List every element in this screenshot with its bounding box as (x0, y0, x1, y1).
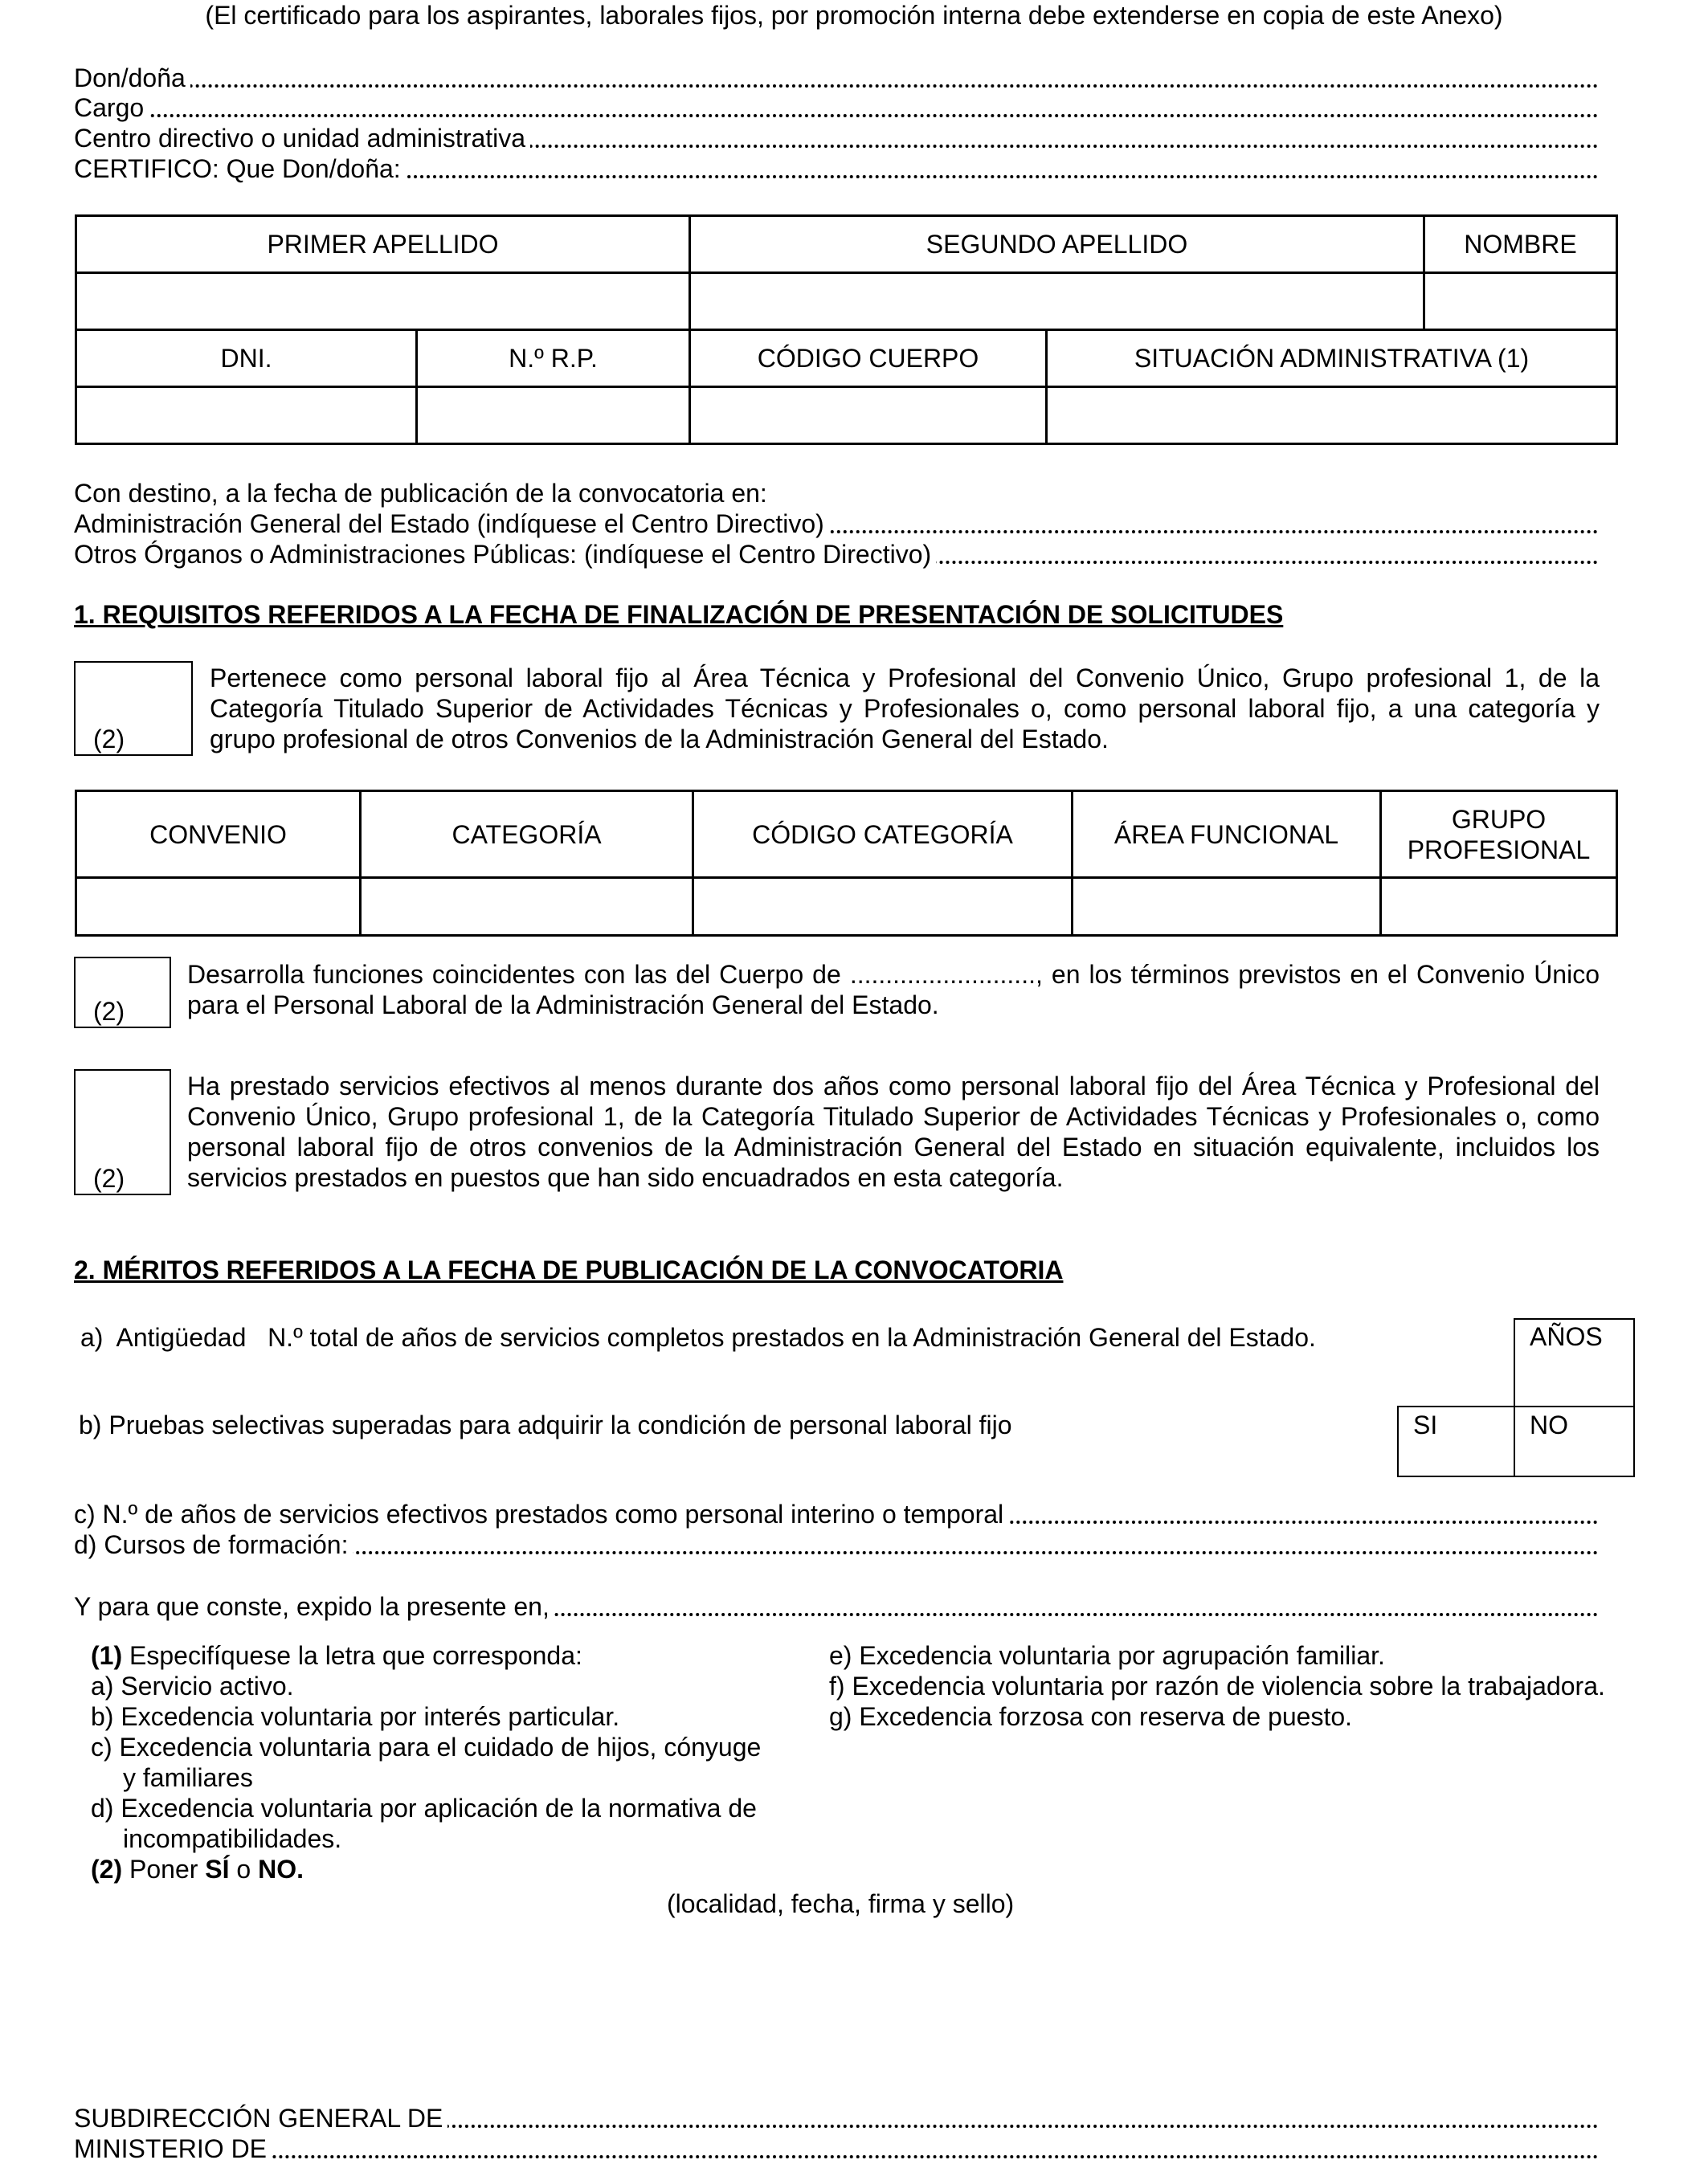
req2-checkbox[interactable] (74, 957, 171, 1028)
note1-heading: (1) Especifíquese la letra que corresponda: (91, 1641, 582, 1670)
identity-table (75, 214, 1618, 445)
destino-age-field: Administración General del Estado (indíquese el Centro Directivo) (74, 508, 1599, 539)
cargo-field: Cargo (74, 92, 1599, 123)
note1-d1: d) Excedencia voluntaria por aplicación de la normativa de (91, 1794, 757, 1823)
req2-box-label: (2) (93, 997, 125, 1026)
section2-title: 2. MÉRITOS REFERIDOS A LA FECHA DE PUBLICACIÓN DE LA CONVOCATORIA (74, 1256, 1064, 1284)
note1-d2: incompatibilidades. (123, 1824, 342, 1853)
merit-a-text: a) Antigüedad N.º total de años de servicios completos prestados en la Administración General del Estado. (80, 1323, 1316, 1352)
codigo-categoria-header: CÓDIGO CATEGORÍA (693, 791, 1073, 878)
categoria-cell[interactable] (361, 878, 693, 936)
area-funcional-cell[interactable] (1073, 878, 1381, 936)
nrp-cell[interactable] (417, 387, 690, 444)
req1-box-label: (2) (93, 725, 125, 753)
area-funcional-header: ÁREA FUNCIONAL (1073, 791, 1381, 878)
note2: (2) Poner SÍ o NO. (91, 1855, 304, 1884)
grupo-profesional-cell[interactable] (1381, 878, 1617, 936)
nombre-header: NOMBRE (1424, 216, 1617, 273)
situacion-cell[interactable] (1047, 387, 1617, 444)
note1-c1: c) Excedencia voluntaria para el cuidado de hijos, cónyuge (91, 1733, 762, 1762)
subdireccion-field: SUBDIRECCIÓN GENERAL DE (74, 2103, 1599, 2133)
note1-a: a) Servicio activo. (91, 1672, 294, 1701)
segundo-apellido-cell[interactable] (690, 273, 1424, 330)
convenio-table (75, 790, 1618, 937)
notes-right (829, 1640, 1605, 1732)
dni-cell[interactable] (76, 387, 417, 444)
note1-e: e) Excedencia voluntaria por agrupación familiar. (829, 1641, 1385, 1670)
req3-checkbox[interactable] (74, 1069, 171, 1195)
merit-b-text: b) Pruebas selectivas superadas para adquirir la condición de personal laboral fijo (79, 1411, 1012, 1439)
nombre-cell[interactable] (1424, 273, 1617, 330)
req3-text: Ha prestado servicios efectivos al menos durante dos años como personal laboral fijo del Área Técnica y Profesional del Convenio Único, Grupo profesional 1, de la Categoría Titulado Superior de Actividades Técnicas y Profesionales o, como personal laboral fijo de otros convenios de la Administración General del Estado en situación equivalente, incluidos los servicios prestados en puestos que han sido encuadrados en esta categoría. (187, 1072, 1600, 1192)
categoria-header: CATEGORÍA (361, 791, 693, 878)
grupo-profesional-header: GRUPO PROFESIONAL (1381, 791, 1617, 878)
merit-d-field: d) Cursos de formación: (74, 1529, 1599, 1560)
intro-note: (El certificado para los aspirantes, laborales fijos, por promoción interna debe extenderse en copia de este Anexo) (205, 1, 1503, 30)
note1-f: f) Excedencia voluntaria por razón de violencia sobre la trabajadora. (829, 1672, 1605, 1701)
convenio-header: CONVENIO (76, 791, 361, 878)
certifico-field: CERTIFICO: Que Don/doña: (74, 153, 1599, 184)
codigo-categoria-cell[interactable] (693, 878, 1073, 936)
req1-checkbox[interactable] (74, 661, 193, 756)
note1-b: b) Excedencia voluntaria por interés particular. (91, 1702, 620, 1731)
closing-field: Y para que conste, expido la presente en, (74, 1591, 1599, 1622)
nrp-header: N.º R.P. (417, 330, 690, 387)
dni-header: DNI. (76, 330, 417, 387)
anos-divider (1514, 1406, 1635, 1407)
centro-field: Centro directivo o unidad administrativa (74, 123, 1599, 153)
codigo-cuerpo-header: CÓDIGO CUERPO (690, 330, 1047, 387)
codigo-cuerpo-cell[interactable] (690, 387, 1047, 444)
section1-title: 1. REQUISITOS REFERIDOS A LA FECHA DE FINALIZACIÓN DE PRESENTACIÓN DE SOLICITUDES (74, 600, 1284, 629)
segundo-apellido-header: SEGUNDO APELLIDO (690, 216, 1424, 273)
ministerio-field: MINISTERIO DE (74, 2133, 1599, 2164)
req1-text: Pertenece como personal laboral fijo al Área Técnica y Profesional del Convenio Único, Grupo profesional 1, de la Categoría Titulado Superior de Actividades Técnicas y Profesionales o, como personal laboral fijo, a una categoría y grupo profesional de otros Convenios de la Administración General del Estado. (210, 663, 1600, 753)
situacion-header: SITUACIÓN ADMINISTRATIVA (1) (1047, 330, 1617, 387)
si-label: SI (1413, 1411, 1438, 1439)
note1-g: g) Excedencia forzosa con reserva de puesto. (829, 1702, 1353, 1731)
destino-otros-field: Otros Órganos o Administraciones Públicas: (indíquese el Centro Directivo) (74, 539, 1599, 570)
primer-apellido-header: PRIMER APELLIDO (76, 216, 690, 273)
note1-c2: y familiares (123, 1763, 253, 1792)
primer-apellido-cell[interactable] (76, 273, 690, 330)
destino-line1: Con destino, a la fecha de publicación de la convocatoria en: (74, 479, 767, 508)
merit-c-field: c) N.º de años de servicios efectivos prestados como personal interino o temporal (74, 1499, 1599, 1529)
notes-left (91, 1640, 761, 1884)
req3-box-label: (2) (93, 1164, 125, 1193)
convenio-cell[interactable] (76, 878, 361, 936)
anos-label: AÑOS (1530, 1322, 1603, 1351)
no-label: NO (1530, 1411, 1568, 1439)
signature-caption: (localidad, fecha, firma y sello) (667, 1889, 1015, 1918)
req2-text: Desarrolla funciones coincidentes con las del Cuerpo de .........................., en los términos previstos en el Convenio Único para el Personal Laboral de la Administración General del Estado. (187, 960, 1600, 1019)
don-dona-field: Don/doña (74, 63, 1599, 93)
